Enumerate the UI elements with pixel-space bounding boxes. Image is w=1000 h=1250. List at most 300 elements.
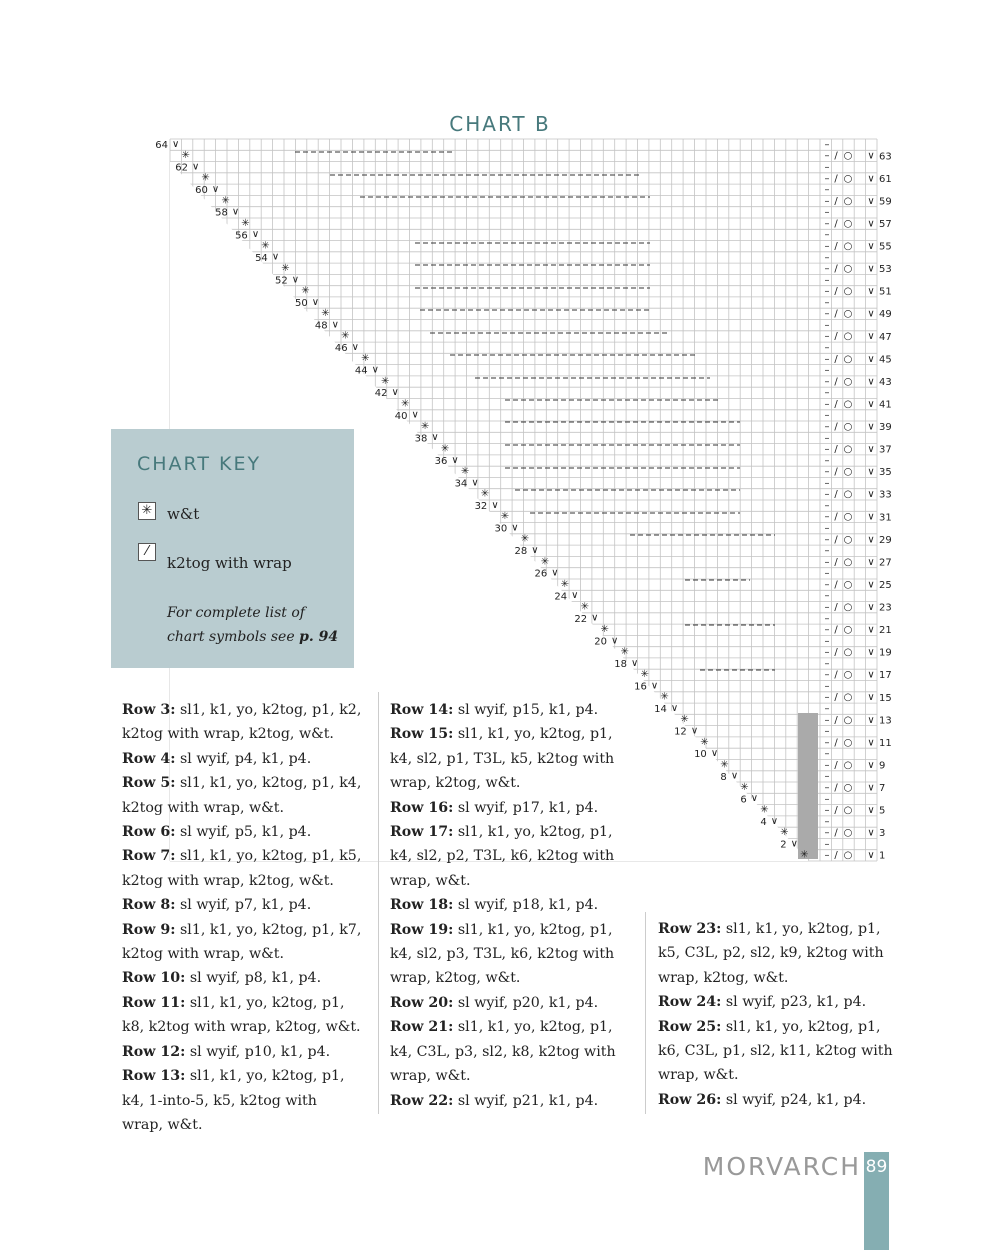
row-number: Row 8: (122, 897, 176, 914)
chart-stitch-symbol: ∨ (431, 432, 439, 444)
chart-stitch-symbol: – (824, 692, 830, 704)
chart-row-number-right: 39 (879, 422, 892, 434)
chart-stitch-symbol: ✳ (560, 578, 569, 590)
chart-stitch-symbol: ✳ (281, 263, 290, 274)
chart-stitch-symbol: ○ (843, 150, 853, 162)
row-text: sl1, k1, yo, k2tog, p1, k4, 1-into-5, k5, k2tog with wrap, w&t. (122, 1068, 345, 1133)
row-instruction (122, 771, 362, 820)
chart-stitch-symbol: – (824, 669, 830, 681)
row-instruction (122, 698, 362, 747)
chart-stitch-symbol: – (824, 489, 830, 501)
chart-stitch-symbol: ○ (843, 850, 853, 862)
row-number: Row 10: (122, 970, 186, 987)
chart-stitch-symbol: – (824, 376, 830, 388)
chart-stitch-symbol: / (834, 534, 838, 546)
chart-row-number-left: 36 (434, 455, 448, 467)
chart-stitch-symbol: ∨ (867, 331, 875, 343)
chart-stitch-symbol: ○ (843, 737, 853, 749)
chart-stitch-symbol: / (834, 241, 838, 252)
chart-stitch-symbol: ✳ (181, 150, 190, 162)
chart-row-number-right: 29 (879, 534, 892, 546)
chart-row-number-left: 8 (720, 771, 727, 783)
chart-stitch-symbol: – (824, 703, 830, 715)
chart-row-number-right: 15 (879, 692, 892, 704)
chart-stitch-symbol: ∨ (867, 850, 875, 862)
chart-row-number-left: 52 (274, 275, 288, 287)
chart-stitch-symbol: – (824, 624, 830, 636)
row-number: Row 15: (390, 726, 454, 743)
chart-stitch-symbol: ✳ (460, 466, 470, 478)
chart-stitch-symbol: – (824, 342, 830, 354)
chart-stitch-symbol: / (834, 624, 838, 636)
chart-row-number-right: 51 (879, 286, 892, 298)
row-text: sl wyif, p4, k1, p4. (175, 750, 312, 767)
chart-stitch-symbol: ∨ (471, 477, 479, 489)
chart-stitch-symbol: ✳ (401, 398, 410, 410)
chart-row-number-left: 42 (374, 388, 388, 400)
chart-row-number-left: 6 (740, 794, 747, 806)
chart-key-box (111, 429, 354, 668)
chart-grey-block (798, 713, 818, 859)
chart-stitch-symbol: – (824, 613, 830, 625)
chart-row-number-left: 10 (694, 749, 707, 761)
row-instruction (658, 917, 898, 990)
chart-row-number-right: 55 (879, 241, 892, 253)
row-number: Row 16: (390, 799, 454, 816)
chart-row-number-left: 20 (594, 636, 607, 648)
chart-stitch-symbol: ∨ (867, 534, 875, 546)
chart-stitch-symbol: – (824, 421, 830, 433)
chart-row-number-right: 13 (879, 715, 892, 727)
chart-stitch-symbol: – (824, 320, 830, 331)
chart-row-number-right: 63 (879, 151, 892, 163)
chart-stitch-symbol: ∨ (867, 489, 875, 501)
chart-row-number-right: 37 (879, 444, 892, 456)
chart-stitch-symbol: – (824, 579, 830, 591)
chart-row-number-right: 23 (879, 602, 892, 614)
chart-stitch-symbol: – (824, 590, 830, 602)
chart-stitch-symbol: – (824, 556, 830, 568)
chart-stitch-symbol: ∨ (730, 770, 739, 782)
row-text: sl1, k1, yo, k2tog, p1, k8, k2tog with wrap, k2tog, w&t. (122, 994, 361, 1036)
chart-row-number-left: 58 (215, 207, 228, 219)
chart-stitch-symbol: ○ (843, 624, 853, 636)
chart-row-number-right: 1 (879, 850, 886, 862)
row-number: Row 14: (390, 702, 454, 718)
chart-stitch-symbol: / (834, 308, 838, 320)
chart-stitch-symbol: – (824, 398, 830, 410)
chart-stitch-symbol: ✳ (221, 195, 230, 207)
chart-stitch-symbol: – (824, 748, 830, 760)
chart-stitch-symbol: ○ (843, 759, 853, 771)
chart-stitch-symbol: ∨ (251, 229, 260, 241)
chart-stitch-symbol: ∨ (867, 150, 875, 162)
row-text: sl1, k1, yo, k2tog, p1, k2, k2tog with wrap, k2tog, w&t. (122, 702, 362, 743)
chart-stitch-symbol: – (824, 635, 830, 647)
wrap-and-turn-symbol-icon: ✳ (138, 502, 156, 520)
chart-stitch-symbol: / (834, 286, 838, 298)
chart-stitch-symbol: ○ (843, 241, 853, 252)
chart-stitch-symbol: ∨ (411, 409, 419, 421)
chart-stitch-symbol: ✳ (520, 533, 530, 545)
row-instruction (122, 844, 362, 893)
chart-stitch-symbol: ○ (843, 263, 853, 275)
chart-stitch-symbol: – (824, 647, 830, 659)
chart-stitch-symbol: – (824, 545, 830, 557)
chart-row-number-right: 11 (879, 737, 892, 749)
chart-stitch-symbol: – (824, 274, 830, 286)
chart-row-number-right: 53 (879, 264, 892, 276)
chart-stitch-symbol: ∨ (867, 466, 875, 478)
chart-key-title: CHART KEY (137, 453, 262, 475)
chart-stitch-symbol: – (824, 466, 830, 478)
chart-stitch-symbol: ○ (843, 173, 853, 185)
chart-stitch-symbol: ✳ (301, 285, 310, 297)
chart-stitch-symbol: – (824, 162, 830, 173)
chart-stitch-symbol: – (824, 838, 830, 850)
chart-row-number-left: 4 (760, 816, 767, 828)
chart-stitch-symbol: – (824, 229, 830, 241)
row-instruction (390, 991, 630, 1015)
chart-stitch-symbol: / (834, 827, 838, 839)
row-instruction (122, 1064, 362, 1137)
chart-row-number-left: 40 (394, 410, 408, 422)
row-number: Row 5: (122, 775, 176, 792)
chart-stitch-symbol: ✳ (361, 353, 370, 365)
chart-stitch-symbol: ∨ (867, 398, 875, 410)
row-text: sl wyif, p15, k1, p4. (453, 702, 599, 718)
row-text: sl wyif, p5, k1, p4. (175, 824, 312, 841)
chart-stitch-symbol: ○ (843, 286, 853, 298)
chart-stitch-symbol: / (834, 692, 838, 704)
k2tog-with-wrap-symbol-icon: ⁄ (138, 543, 156, 561)
chart-stitch-symbol: ∨ (192, 161, 200, 173)
chart-stitch-symbol: – (824, 477, 830, 489)
chart-row-number-left: 60 (195, 185, 208, 197)
chart-stitch-symbol: / (834, 782, 838, 794)
column-divider (645, 912, 646, 1114)
chart-stitch-symbol: ○ (843, 308, 853, 320)
row-instruction (122, 991, 362, 1040)
chart-row-number-left: 62 (175, 162, 188, 174)
chart-stitch-symbol: ∨ (271, 251, 280, 263)
chart-stitch-symbol: – (824, 805, 830, 817)
chart-stitch-symbol: – (824, 444, 830, 456)
chart-stitch-symbol: ∨ (867, 647, 875, 659)
chart-stitch-symbol: – (824, 184, 830, 196)
chart-stitch-symbol: ∨ (331, 319, 339, 331)
row-text: sl wyif, p8, k1, p4. (185, 970, 322, 987)
chart-stitch-symbol: – (824, 207, 830, 219)
chart-stitch-symbol: ○ (843, 805, 853, 817)
chart-stitch-symbol: ∨ (631, 657, 639, 669)
chart-stitch-symbol: ✳ (800, 849, 809, 861)
chart-row-number-left: 28 (514, 546, 528, 558)
row-text: sl1, k1, yo, k2tog, p1, k4, k2tog with wrap, w&t. (122, 775, 362, 816)
chart-stitch-symbol: ○ (843, 692, 853, 704)
row-instruction (658, 1015, 898, 1088)
chart-stitch-symbol: – (824, 759, 830, 771)
row-number: Row 17: (390, 824, 454, 841)
chart-stitch-symbol: / (834, 444, 838, 456)
chart-stitch-symbol: / (834, 466, 838, 478)
chart-stitch-symbol: – (824, 771, 830, 783)
chart-stitch-symbol: ∨ (867, 218, 875, 230)
chart-stitch-symbol: ✳ (700, 736, 709, 748)
row-text: sl1, k1, yo, k2tog, p1, k7, k2tog with wrap, w&t. (122, 921, 362, 963)
chart-stitch-symbol: / (834, 398, 838, 410)
row-instruction (122, 918, 362, 967)
chart-stitch-symbol: ∨ (867, 827, 875, 839)
chart-stitch-symbol: ∨ (867, 669, 875, 681)
row-number: Row 6: (122, 824, 176, 841)
chart-stitch-symbol: ∨ (867, 511, 875, 523)
row-number: Row 12: (122, 1043, 186, 1060)
instructions-column-2 (390, 698, 630, 1113)
chart-stitch-symbol: – (824, 308, 830, 320)
chart-stitch-symbol: / (834, 850, 838, 862)
chart-row-number-right: 61 (879, 173, 892, 185)
row-number: Row 24: (658, 994, 722, 1011)
chart-row-number-left: 50 (294, 298, 308, 309)
chart-row-number-right: 59 (879, 196, 892, 208)
chart-stitch-symbol: ○ (843, 827, 853, 839)
column-divider (378, 692, 379, 1114)
chart-stitch-symbol: – (824, 500, 830, 512)
chart-stitch-symbol: ∨ (770, 815, 779, 827)
row-number: Row 21: (390, 1019, 454, 1036)
chart-stitch-symbol: / (834, 669, 838, 681)
chart-stitch-symbol: – (824, 263, 830, 275)
chart-stitch-symbol: – (824, 195, 830, 207)
chart-stitch-symbol: / (834, 331, 838, 343)
chart-stitch-symbol: ○ (843, 669, 853, 681)
row-instruction (390, 698, 630, 722)
row-instruction (122, 747, 362, 771)
chart-stitch-symbol: ∨ (790, 838, 798, 850)
chart-stitch-symbol: ✳ (341, 330, 350, 342)
chart-stitch-symbol: – (824, 297, 830, 309)
chart-stitch-symbol: ∨ (867, 692, 875, 704)
chart-row-number-left: 14 (654, 704, 667, 716)
chart-stitch-symbol: – (824, 568, 830, 580)
chart-row-number-right: 9 (879, 760, 886, 772)
chart-stitch-symbol: – (824, 827, 830, 839)
chart-stitch-symbol: – (824, 387, 830, 399)
chart-stitch-symbol: – (824, 714, 830, 726)
row-number: Row 4: (122, 750, 176, 767)
chart-stitch-symbol: ∨ (710, 748, 719, 760)
row-text: sl1, k1, yo, k2tog, p1, k4, sl2, p3, T3L, k6, k2tog with wrap, k2tog, w&t. (390, 921, 615, 987)
chart-row-number-right: 25 (879, 580, 892, 591)
chart-stitch-symbol: – (824, 432, 830, 444)
row-text: sl1, k1, yo, k2tog, p1, k5, C3L, p2, sl2, k9, k2tog with wrap, k2tog, w&t. (658, 921, 884, 986)
chart-stitch-symbol: / (834, 579, 838, 591)
row-text: sl wyif, p10, k1, p4. (185, 1043, 331, 1060)
pattern-name: MORVARCH (702, 1152, 861, 1181)
chart-stitch-symbol: ✳ (480, 488, 490, 500)
chart-row-number-left: 18 (614, 659, 627, 670)
chart-stitch-symbol: / (834, 195, 838, 207)
chart-stitch-symbol: ∨ (551, 567, 559, 579)
chart-stitch-symbol: ∨ (611, 635, 619, 647)
chart-stitch-symbol: ∨ (670, 703, 679, 714)
row-instruction (122, 1040, 362, 1064)
chart-stitch-symbol: – (824, 286, 830, 298)
row-number: Row 11: (122, 994, 186, 1011)
row-number: Row 26: (658, 1091, 722, 1108)
chart-row-number-right: 45 (879, 354, 892, 366)
chart-row-number-left: 48 (314, 320, 328, 332)
chart-row-number-right: 21 (879, 625, 892, 637)
chart-stitch-symbol: ∨ (867, 805, 875, 817)
chart-stitch-symbol: ✳ (420, 420, 430, 432)
chart-stitch-symbol: ○ (843, 556, 853, 568)
chart-stitch-symbol: ∨ (867, 602, 875, 613)
row-number: Row 23: (658, 921, 722, 937)
row-number: Row 18: (390, 897, 454, 914)
chart-row-number-right: 33 (879, 489, 892, 501)
chart-stitch-symbol: ○ (843, 489, 853, 501)
chart-stitch-symbol: ∨ (311, 296, 320, 308)
chart-stitch-symbol: / (834, 218, 838, 230)
chart-row-number-right: 47 (879, 331, 892, 343)
chart-stitch-symbol: ○ (843, 444, 853, 456)
chart-row-number-right: 17 (879, 670, 892, 682)
row-text: sl wyif, p17, k1, p4. (453, 799, 599, 816)
chart-stitch-symbol: ○ (843, 218, 853, 230)
row-text: sl1, k1, yo, k2tog, p1, k4, sl2, p1, T3L, k5, k2tog with wrap, k2tog, w&t. (390, 726, 615, 792)
chart-stitch-symbol: – (824, 782, 830, 794)
row-instruction (390, 893, 630, 917)
chart-stitch-symbol: – (824, 410, 830, 422)
chart-row-number-left: 26 (534, 568, 548, 580)
chart-stitch-symbol: ∨ (867, 737, 875, 749)
row-number: Row 20: (390, 994, 454, 1011)
chart-row-number-left: 2 (780, 839, 787, 851)
chart-stitch-symbol: ✳ (760, 804, 769, 816)
chart-row-number-left: 22 (574, 613, 588, 625)
chart-stitch-symbol: ✳ (580, 601, 589, 613)
row-number: Row 7: (122, 848, 176, 865)
chart-stitch-symbol: – (824, 737, 830, 749)
chart-stitch-symbol: ∨ (867, 195, 875, 207)
chart-stitch-symbol: ✳ (660, 691, 669, 703)
chart-stitch-symbol: / (834, 556, 838, 568)
chart-row-number-right: 35 (879, 467, 892, 479)
chart-row-number-left: 64 (155, 140, 168, 151)
chart-stitch-symbol: ○ (843, 647, 853, 659)
chart-stitch-symbol: – (824, 602, 830, 613)
chart-row-number-left: 56 (235, 230, 248, 242)
chart-stitch-symbol: ○ (843, 195, 853, 207)
page-number: 89 (865, 1157, 888, 1177)
chart-row-number-right: 27 (879, 557, 892, 569)
chart-key-note (167, 601, 342, 649)
chart-stitch-symbol: – (824, 511, 830, 523)
chart-stitch-symbol: – (824, 455, 830, 467)
chart-stitch-symbol: / (834, 647, 838, 659)
row-text: sl1, k1, yo, k2tog, p1, k6, C3L, p1, sl2, k11, k2tog with wrap, w&t. (658, 1018, 893, 1084)
chart-stitch-symbol: – (824, 534, 830, 546)
chart-stitch-symbol: – (824, 365, 830, 377)
chart-stitch-symbol: – (824, 139, 830, 151)
chart-stitch-symbol: – (824, 241, 830, 252)
chart-row-number-right: 7 (879, 783, 886, 795)
chart-stitch-symbol: / (834, 805, 838, 817)
chart-stitch-symbol: – (824, 658, 830, 670)
chart-stitch-symbol: / (834, 263, 838, 275)
row-instruction (122, 893, 362, 917)
chart-stitch-symbol: – (824, 252, 830, 264)
chart-stitch-symbol: – (824, 173, 830, 185)
chart-stitch-symbol: ∨ (867, 579, 875, 591)
row-text: sl1, k1, yo, k2tog, p1, k4, C3L, p3, sl2, k8, k2tog with wrap, w&t. (390, 1019, 616, 1085)
chart-stitch-symbol: ○ (843, 353, 853, 365)
key-note-text: For complete list of chart symbols see (167, 605, 305, 645)
chart-stitch-symbol: ○ (843, 421, 853, 433)
chart-stitch-symbol: / (834, 173, 838, 185)
chart-stitch-symbol: – (824, 681, 830, 692)
chart-stitch-symbol: ∨ (867, 376, 875, 388)
row-instruction (390, 722, 630, 795)
chart-stitch-symbol: ∨ (867, 286, 875, 298)
chart-stitch-symbol: ∨ (867, 263, 875, 275)
chart-stitch-symbol: ∨ (867, 308, 875, 320)
chart-stitch-symbol: ✳ (321, 308, 330, 320)
chart-stitch-symbol: ✳ (600, 624, 609, 635)
chart-stitch-symbol: / (834, 421, 838, 433)
chart-stitch-symbol: ∨ (391, 387, 399, 399)
chart-stitch-symbol: – (824, 150, 830, 162)
chart-stitch-symbol: ∨ (690, 725, 699, 737)
chart-stitch-symbol: ∨ (371, 364, 379, 376)
chart-row-number-right: 3 (879, 828, 886, 840)
chart-stitch-symbol: ∨ (867, 421, 875, 433)
chart-stitch-symbol: ✳ (640, 669, 649, 681)
row-number: Row 13: (122, 1068, 186, 1085)
chart-stitch-symbol: ∨ (351, 342, 359, 353)
row-instruction (658, 990, 898, 1014)
chart-row-number-left: 24 (554, 591, 568, 603)
chart-stitch-symbol: / (834, 489, 838, 501)
chart-stitch-symbol: ○ (843, 511, 853, 523)
row-text: sl1, k1, yo, k2tog, p1, k5, k2tog with wrap, k2tog, w&t. (122, 848, 362, 889)
chart-row-number-left: 38 (414, 433, 428, 445)
row-instruction (390, 1015, 630, 1088)
chart-stitch-symbol: ∨ (867, 353, 875, 365)
chart-stitch-symbol: – (824, 816, 830, 828)
row-instruction (390, 820, 630, 893)
chart-stitch-symbol: ∨ (451, 454, 459, 466)
instructions-column-1 (122, 698, 362, 1137)
chart-stitch-symbol: – (824, 353, 830, 365)
chart-row-number-right: 41 (879, 399, 892, 411)
row-text: sl wyif, p20, k1, p4. (453, 994, 599, 1011)
row-instruction (390, 796, 630, 820)
chart-stitch-symbol: / (834, 759, 838, 771)
chart-row-number-left: 32 (474, 501, 488, 512)
chart-stitch-symbol: ∨ (867, 782, 875, 794)
chart-stitch-symbol: ○ (843, 534, 853, 546)
chart-row-number-right: 43 (879, 376, 892, 388)
chart-row-number-left: 46 (334, 343, 348, 355)
chart-stitch-symbol: / (834, 353, 838, 365)
chart-row-number-right: 57 (879, 219, 892, 230)
row-text: sl wyif, p7, k1, p4. (175, 897, 312, 914)
chart-stitch-symbol: ∨ (571, 590, 579, 602)
row-number: Row 22: (390, 1092, 454, 1109)
